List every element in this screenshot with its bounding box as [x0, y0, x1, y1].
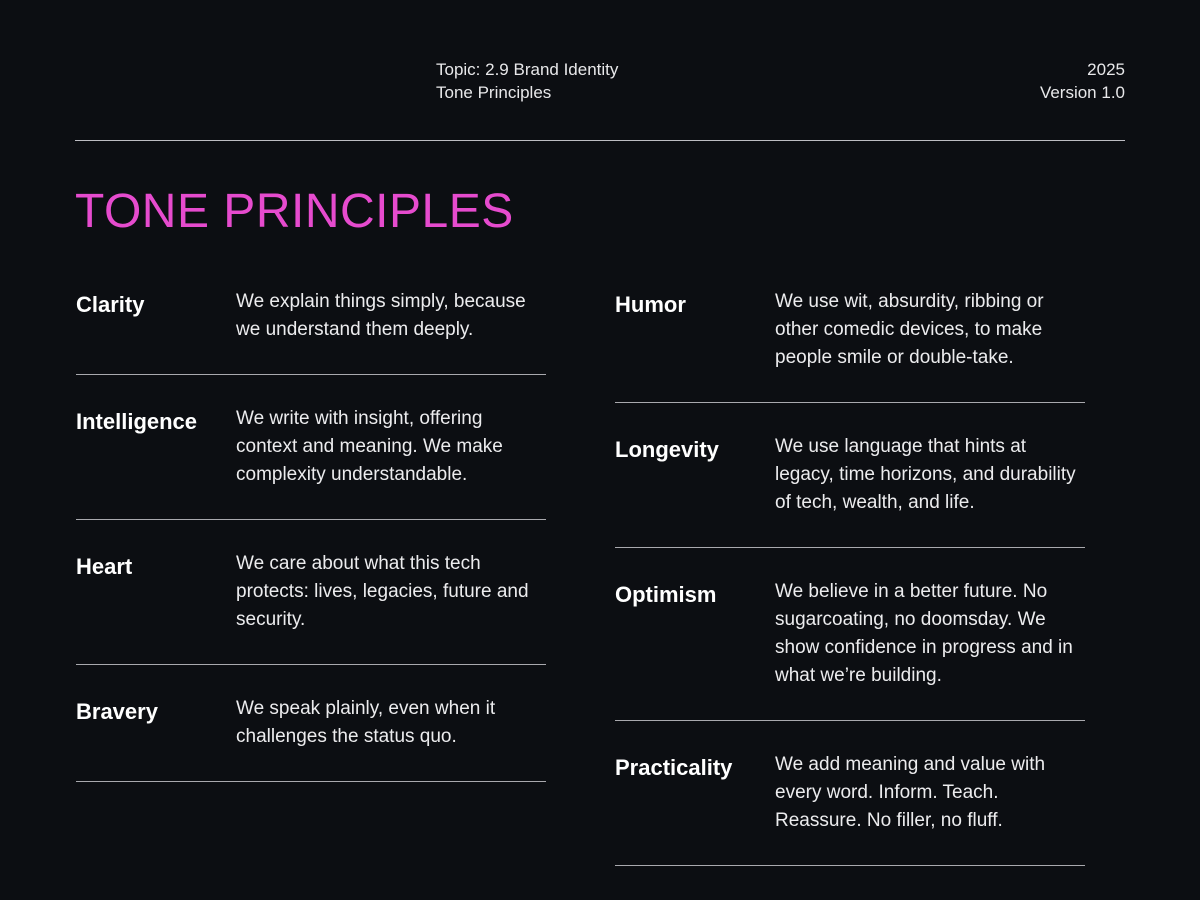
principle-name: Optimism — [615, 582, 717, 607]
principle-row — [615, 433, 1085, 548]
principle-description: We add meaning and value with every word. Inform. Teach. Reassure. No filler, no fluff. — [775, 754, 1046, 831]
principle-name: Intelligence — [76, 409, 198, 434]
section-subtitle: Tone Principles — [436, 83, 552, 102]
header-divider — [75, 140, 1125, 141]
principle-row — [76, 550, 546, 665]
principle-row — [76, 695, 546, 782]
principle-name: Heart — [76, 554, 133, 579]
header-meta — [1040, 58, 1125, 104]
principle-name: Practicality — [615, 755, 733, 780]
page-title: TONE PRINCIPLES — [75, 185, 514, 238]
principles-column-right — [615, 288, 1085, 896]
principle-description: We care about what this tech protects: lives, legacies, future and security. — [236, 553, 529, 630]
principle-name: Longevity — [615, 437, 719, 462]
principle-row — [615, 288, 1085, 403]
principles-column-left — [76, 288, 546, 812]
principle-name: Clarity — [76, 292, 145, 317]
header-topic — [436, 58, 618, 104]
principle-name: Humor — [615, 292, 686, 317]
topic-line: Topic: 2.9 Brand Identity — [436, 60, 619, 79]
principle-description: We use wit, absurdity, ribbing or other comedic devices, to make people smile or double-take. — [775, 291, 1044, 368]
principle-row — [76, 405, 546, 520]
principle-description: We believe in a better future. No sugarcoating, no doomsday. We show confidence in progress and in what we’re building. — [775, 581, 1073, 686]
principle-description: We speak plainly, even when it challenges the status quo. — [236, 698, 496, 747]
principle-description: We explain things simply, because we understand them deeply. — [236, 291, 526, 340]
principle-row — [615, 578, 1085, 721]
version-label: Version 1.0 — [1039, 83, 1125, 102]
principle-description: We use language that hints at legacy, time horizons, and durability of tech, wealth, and life. — [775, 436, 1076, 513]
year-label: 2025 — [1087, 60, 1125, 79]
principle-row — [615, 751, 1085, 866]
principle-description: We write with insight, offering context and meaning. We make complexity understandable. — [236, 408, 503, 485]
principle-row — [76, 288, 546, 375]
principle-name: Bravery — [76, 699, 158, 724]
